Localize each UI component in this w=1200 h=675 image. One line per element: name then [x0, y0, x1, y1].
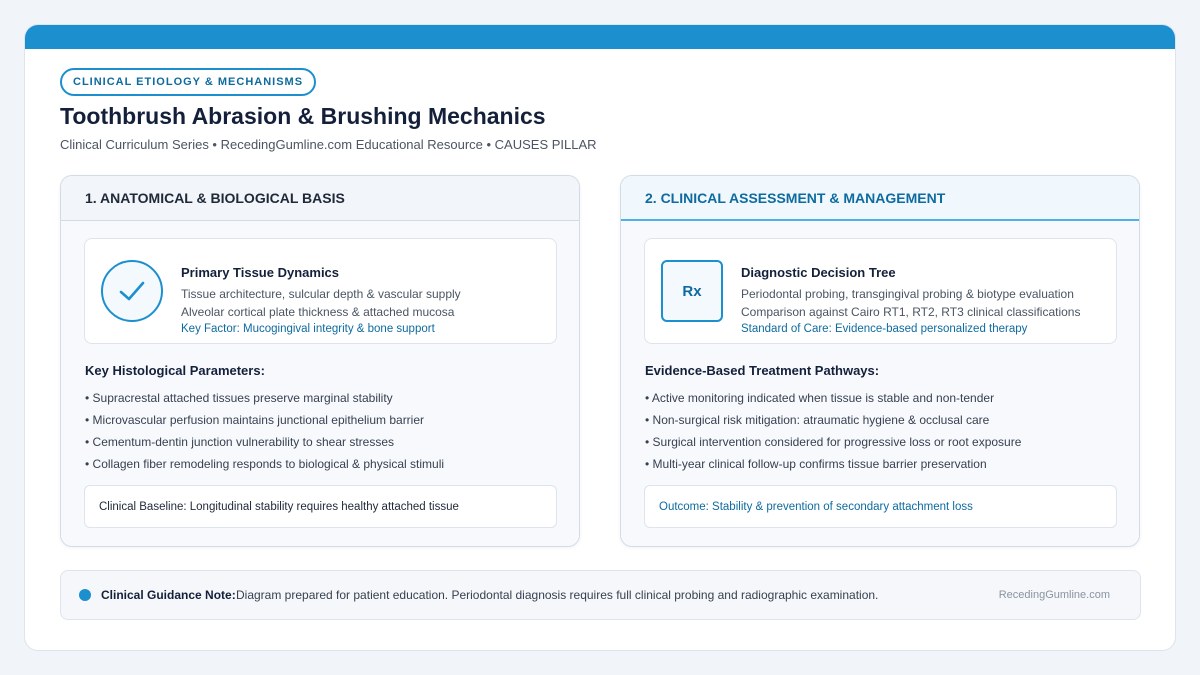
- info-title: Primary Tissue Dynamics: [181, 265, 340, 280]
- panel-body: [61, 221, 579, 546]
- bullet-dot-icon: [79, 589, 91, 601]
- panel-footer-box: Outcome: Stability & prevention of secondary attachment loss: [644, 485, 1117, 528]
- list-item: • Collagen fiber remodeling responds to biological & physical stimuli: [85, 457, 445, 471]
- list-item: • Microvascular perfusion maintains junctional epithelium barrier: [85, 413, 425, 427]
- info-line: Tissue architecture, sulcular depth & vascular supply: [181, 287, 461, 301]
- list-item: • Non-surgical risk mitigation: atraumatic hygiene & occlusal care: [645, 413, 990, 427]
- check-icon: [101, 260, 163, 322]
- info-line: Alveolar cortical plate thickness & attached mucosa: [181, 305, 455, 319]
- guidance-note: [60, 570, 1141, 620]
- panel-anatomical-basis: [60, 175, 580, 547]
- bullet-list: [85, 387, 444, 475]
- panel-clinical-assessment: [620, 175, 1140, 547]
- bullet-list: [645, 387, 1021, 475]
- section-title: Key Histological Parameters:: [85, 363, 265, 378]
- list-item: • Supracrestal attached tissues preserve marginal stability: [85, 391, 393, 405]
- panel-heading: 2. CLINICAL ASSESSMENT & MANAGEMENT: [621, 176, 1139, 221]
- note-text: Diagram prepared for patient education. Periodontal diagnosis requires full clinical probing and radiographic examination.: [236, 588, 879, 602]
- content-card: [24, 24, 1176, 651]
- panel-heading: 1. ANATOMICAL & BIOLOGICAL BASIS: [61, 176, 579, 221]
- info-key-factor: Key Factor: Mucogingival integrity & bone support: [181, 323, 435, 335]
- info-key-factor: Standard of Care: Evidence-based personalized therapy: [741, 323, 1028, 335]
- category-badge: CLINICAL ETIOLOGY & MECHANISMS: [60, 68, 316, 96]
- list-item: • Multi-year clinical follow-up confirms tissue barrier preservation: [645, 457, 987, 471]
- panel-footer-box: Clinical Baseline: Longitudinal stability requires healthy attached tissue: [84, 485, 557, 528]
- info-text: [181, 265, 461, 335]
- info-box: [644, 238, 1117, 344]
- rx-icon: Rx: [661, 260, 723, 322]
- page-title: Toothbrush Abrasion & Brushing Mechanics: [60, 103, 546, 129]
- page-subtitle: Clinical Curriculum Series • RecedingGumline.com Educational Resource • CAUSES PILLAR: [60, 137, 597, 152]
- note-label: Clinical Guidance Note:: [101, 588, 236, 602]
- list-item: • Active monitoring indicated when tissue is stable and non-tender: [645, 391, 995, 405]
- info-text: [741, 265, 1080, 335]
- info-line: Comparison against Cairo RT1, RT2, RT3 clinical classifications: [741, 305, 1081, 319]
- info-title: Diagnostic Decision Tree: [741, 265, 896, 280]
- info-box: [84, 238, 557, 344]
- list-item: • Surgical intervention considered for progressive loss or root exposure: [645, 435, 1022, 449]
- section-title: Evidence-Based Treatment Pathways:: [645, 363, 880, 378]
- info-line: Periodontal probing, transgingival probing & biotype evaluation: [741, 287, 1074, 301]
- list-item: • Cementum-dentin junction vulnerability to shear stresses: [85, 435, 395, 449]
- brand-watermark: RecedingGumline.com: [998, 589, 1110, 601]
- panel-body: [621, 221, 1139, 546]
- top-accent-bar: [25, 25, 1175, 49]
